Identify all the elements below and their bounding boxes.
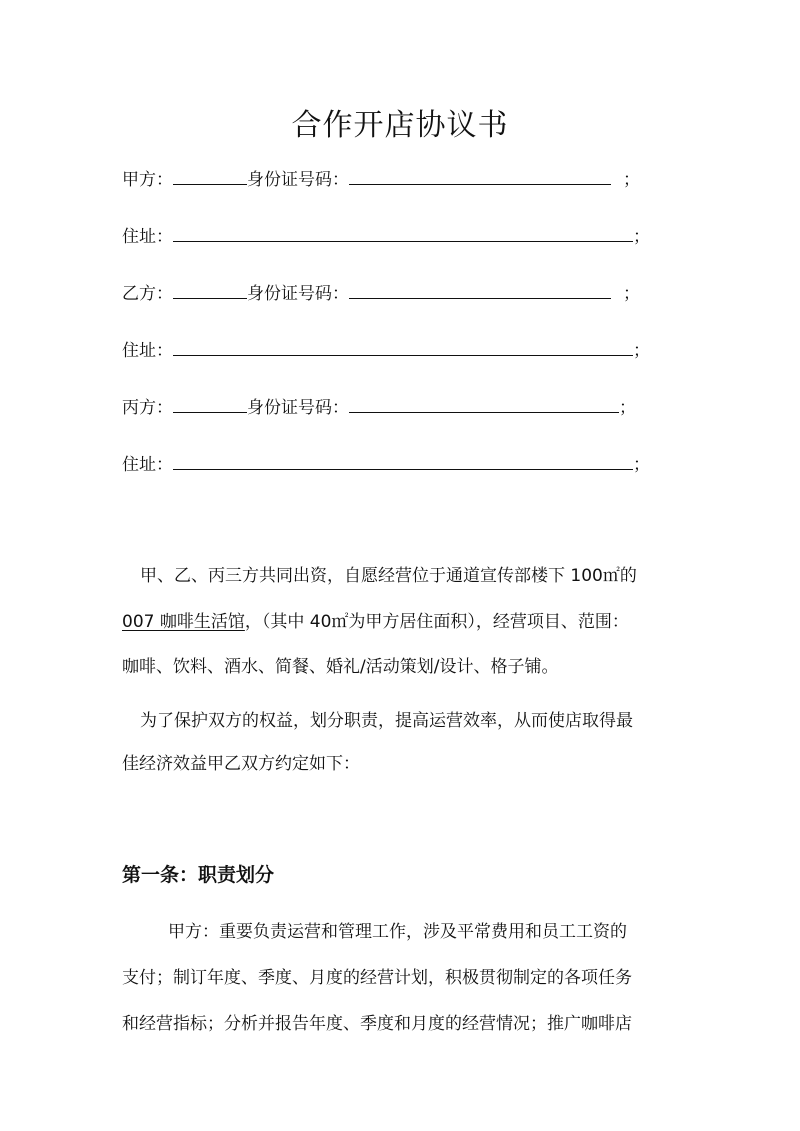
party-a-label: 甲方： xyxy=(122,170,173,190)
intro-line-2-rest: ，（其中 40㎡为甲方居住面积），经营项目、范围： xyxy=(244,612,629,632)
party-b-id-blank[interactable] xyxy=(349,280,611,299)
party-c-address-semicolon: ； xyxy=(633,455,650,475)
party-a-line xyxy=(122,166,640,192)
intro-line-1: 甲、乙、丙三方共同出资，自愿经营位于通道宣传部楼下 100㎡的 xyxy=(140,566,637,586)
party-c-address-line xyxy=(122,451,650,477)
party-a-address-label: 住址： xyxy=(122,227,173,247)
party-c-id-label: 身份证号码： xyxy=(247,398,349,418)
article-1-line-1: 甲方：重要负责运营和管理工作，涉及平常费用和员工工资的 xyxy=(168,922,627,942)
party-b-address-line xyxy=(122,337,650,363)
intro-line-3: 咖啡、饮料、酒水、简餐、婚礼/活动策划/设计、格子铺。 xyxy=(122,657,559,677)
party-a-address-semicolon: ； xyxy=(633,227,650,247)
party-c-name-blank[interactable] xyxy=(173,394,247,413)
purpose-line-2: 佳经济效益甲乙双方约定如下： xyxy=(122,754,360,774)
party-c-id-blank[interactable] xyxy=(349,394,619,413)
party-b-semicolon: ； xyxy=(623,284,640,304)
party-c-address-blank[interactable] xyxy=(173,451,633,470)
article-1-line-3: 和经营指标；分析并报告年度、季度和月度的经营情况；推广咖啡店 xyxy=(122,1014,632,1034)
party-b-address-semicolon: ； xyxy=(633,341,650,361)
document-title: 合作开店协议书 xyxy=(291,108,509,143)
intro-line-2 xyxy=(122,610,629,634)
party-a-address-blank[interactable] xyxy=(173,223,633,242)
party-a-name-blank[interactable] xyxy=(173,166,247,185)
party-a-address-line xyxy=(122,223,650,249)
party-a-semicolon: ； xyxy=(623,170,640,190)
purpose-line-1: 为了保护双方的权益，划分职责，提高运营效率，从而使店取得最 xyxy=(140,711,633,731)
party-b-address-blank[interactable] xyxy=(173,337,633,356)
shop-name: 007 咖啡生活馆 xyxy=(122,612,245,632)
party-b-label: 乙方： xyxy=(122,284,173,304)
party-c-address-label: 住址： xyxy=(122,455,173,475)
party-b-line xyxy=(122,280,640,306)
party-a-id-blank[interactable] xyxy=(349,166,611,185)
party-b-name-blank[interactable] xyxy=(173,280,247,299)
party-a-id-label: 身份证号码： xyxy=(247,170,349,190)
party-b-id-label: 身份证号码： xyxy=(247,284,349,304)
article-1-line-2: 支付；制订年度、季度、月度的经营计划，积极贯彻制定的各项任务 xyxy=(122,968,632,988)
party-c-semicolon: ； xyxy=(619,398,636,418)
party-b-address-label: 住址： xyxy=(122,341,173,361)
article-1-heading: 第一条：职责划分 xyxy=(122,864,275,886)
party-c-label: 丙方： xyxy=(122,398,173,418)
party-c-line xyxy=(122,394,636,420)
